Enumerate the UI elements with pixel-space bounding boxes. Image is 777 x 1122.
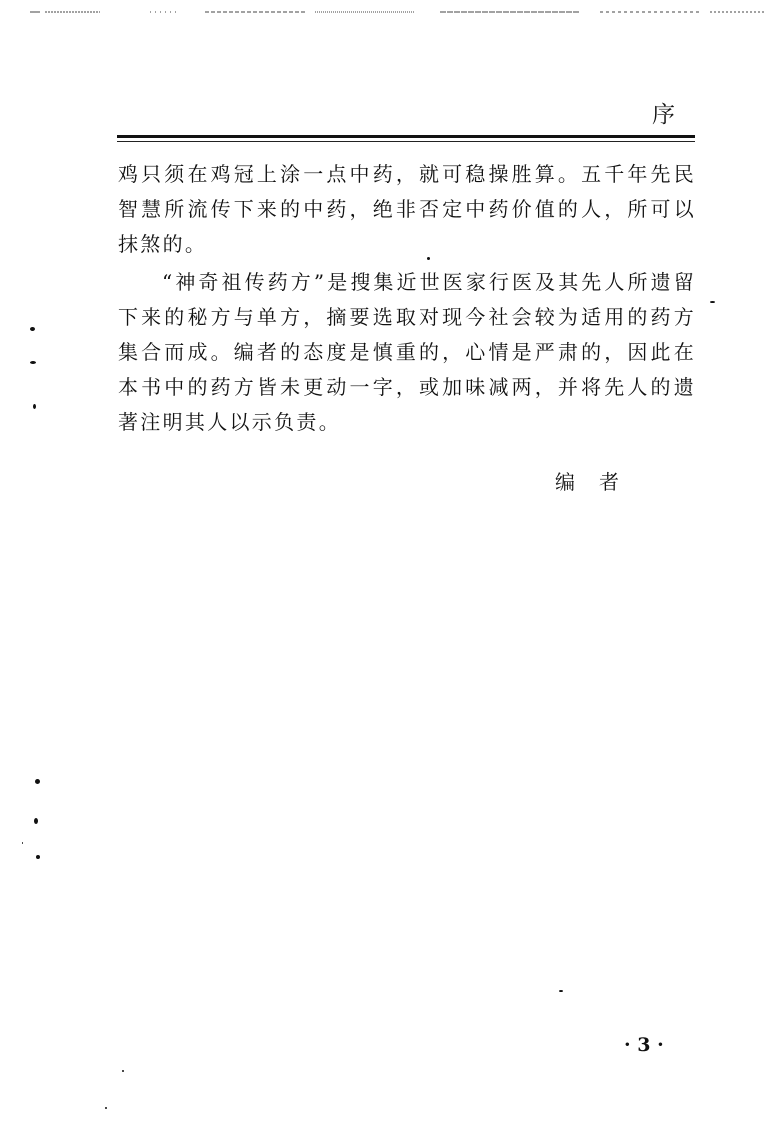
scan-noise-strip (0, 9, 777, 15)
scan-speck (33, 404, 36, 409)
scan-speck (559, 990, 563, 992)
scan-speck (34, 818, 38, 824)
scan-speck (105, 1107, 107, 1109)
signature-editor: 编 者 (555, 470, 621, 494)
header-rule-thick (117, 135, 695, 138)
scan-speck (22, 842, 23, 844)
scan-speck (30, 361, 36, 364)
scan-speck (427, 257, 430, 260)
section-title: 序 (652, 102, 675, 128)
header-rule-thin (117, 141, 695, 142)
scan-speck (710, 301, 715, 303)
paragraph-1: 鸡只须在鸡冠上涂一点中药，就可稳操胜算。五千年先民智慧所流传下来的中药，绝非否定中药价值的人，所可以抹煞的。 (118, 162, 696, 256)
scan-speck (36, 855, 40, 859)
scan-speck (35, 779, 40, 784)
scan-speck (122, 1070, 124, 1072)
paragraph-2: “神奇祖传药方”是搜集近世医家行医及其先人所遗留下来的秘方与单方，摘要选取对现今社会较为适用的药方集合而成。编者的态度是慎重的，心情是严肃的，因此在本书中的药方皆未更动一字，或加味减两，并将先人的遗著注明其人以示负责。 (118, 270, 696, 434)
page-number: · 3 · (624, 1034, 664, 1056)
scan-speck (30, 327, 35, 331)
